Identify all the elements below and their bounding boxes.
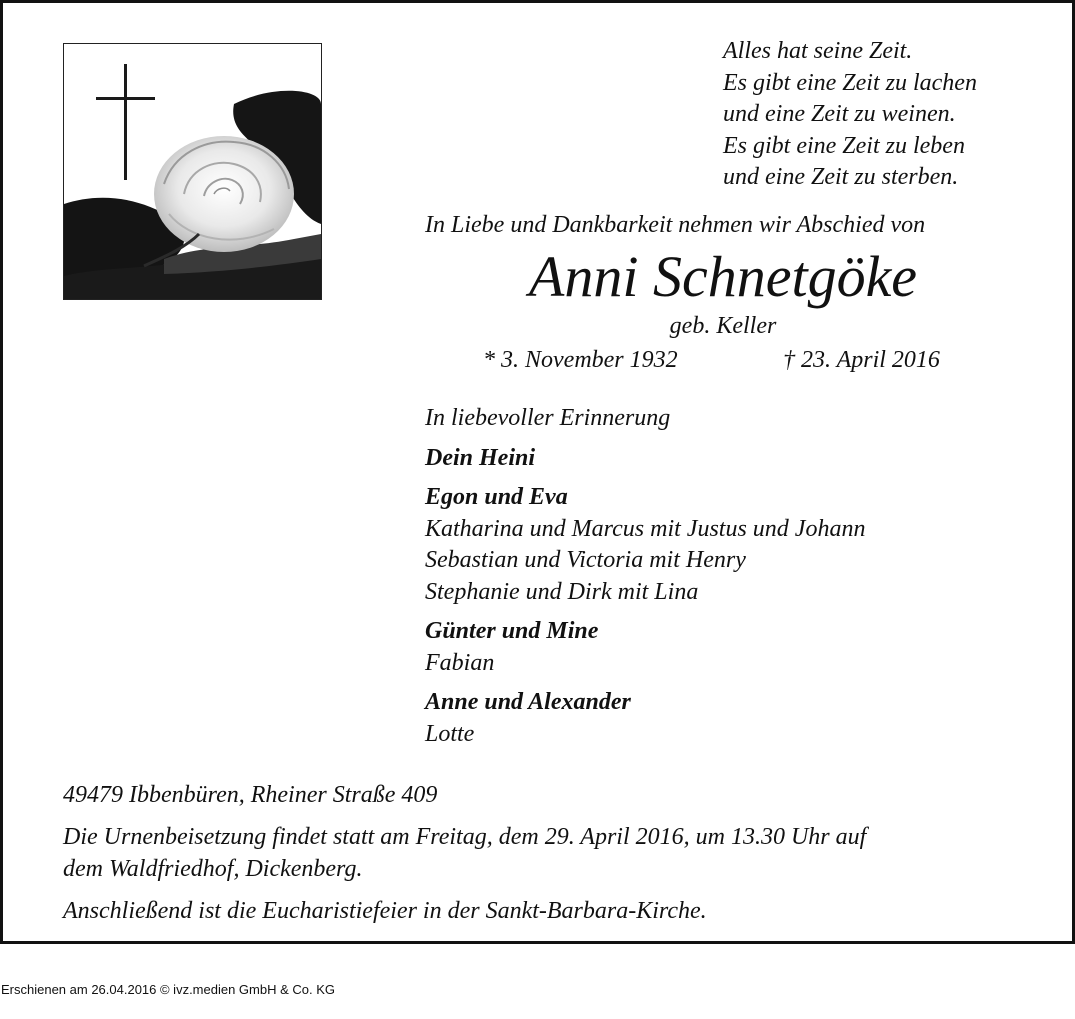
poem-line: und eine Zeit zu weinen. xyxy=(723,101,956,127)
poem-line: Alles hat seine Zeit. xyxy=(723,38,913,64)
mourner-group-head: Egon und Eva xyxy=(425,484,568,510)
mourner-member: Fabian xyxy=(425,649,495,676)
poem xyxy=(723,36,977,194)
birth-date: * 3. November 1932 xyxy=(483,347,678,373)
mourner-member: Katharina und Marcus mit Justus und Johann xyxy=(425,515,866,542)
mourner-member: Lotte xyxy=(425,720,475,747)
address: 49479 Ibbenbüren, Rheiner Straße 409 xyxy=(63,782,438,808)
farewell-line: In Liebe und Dankbarkeit nehmen wir Abschied von xyxy=(425,212,926,238)
maiden-name: geb. Keller xyxy=(669,313,777,339)
mourners-list xyxy=(425,403,865,750)
mourner-member: Sebastian und Victoria mit Henry xyxy=(425,547,746,573)
funeral-details xyxy=(63,779,1043,927)
publication-credit: Erschienen am 26.04.2016 © ivz.medien GmbH & Co. KG xyxy=(1,982,336,997)
mourners-intro: In liebevoller Erinnerung xyxy=(425,405,671,431)
mourner-group-head: Dein Heini xyxy=(425,444,536,471)
deceased-name: Anni Schnetgöke xyxy=(528,244,918,309)
death-date: † 23. April 2016 xyxy=(783,347,940,373)
burial-line-2: dem Waldfriedhof, Dickenberg. xyxy=(63,856,363,882)
mourner-group-head: Günter und Mine xyxy=(425,618,599,644)
mourner-group-head: Anne und Alexander xyxy=(425,689,631,715)
poem-line: Es gibt eine Zeit zu leben xyxy=(723,132,965,159)
mourner-member: Stephanie und Dirk mit Lina xyxy=(425,578,699,605)
burial-line-1: Die Urnenbeisetzung findet statt am Freitag, dem 29. April 2016, um 13.30 Uhr auf xyxy=(63,824,867,850)
service-note: Anschließend ist die Eucharistiefeier in der Sankt-Barbara-Kirche. xyxy=(63,898,707,924)
poem-line: Es gibt eine Zeit zu lachen xyxy=(723,69,977,96)
poem-line: und eine Zeit zu sterben. xyxy=(723,164,959,190)
cross-rose-image xyxy=(63,43,322,300)
